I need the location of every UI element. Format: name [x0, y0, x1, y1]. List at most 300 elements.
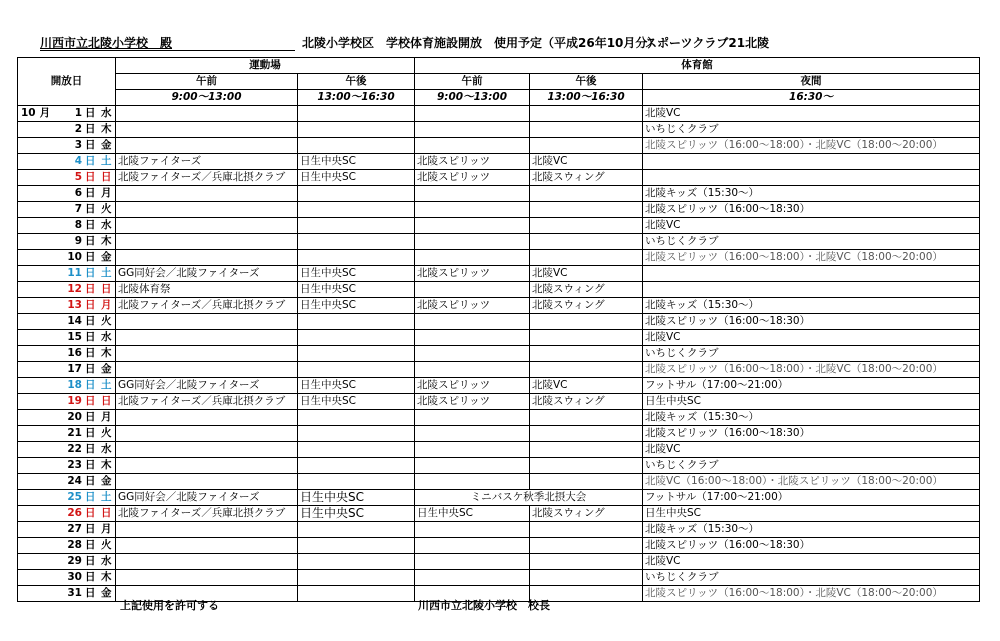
- day-unit: 日: [85, 299, 96, 311]
- table-row: [18, 362, 980, 378]
- day-cell: [53, 330, 98, 346]
- day-cell: [53, 170, 98, 186]
- day-number: 9: [74, 235, 82, 247]
- ground-am-cell: [116, 218, 298, 234]
- gym-night-cell: [643, 282, 980, 298]
- table-row: [18, 522, 980, 538]
- gym-night-cell: 北陵スピリッツ（16:00～18:00）・北陵VC（18:00～20:00）: [643, 362, 980, 378]
- ground-pm-cell: [298, 346, 415, 362]
- weekday-cell: 金: [98, 586, 116, 602]
- month-cell: [18, 106, 53, 122]
- gym-am-cell: [415, 218, 530, 234]
- weekday-cell: 土: [98, 490, 116, 506]
- table-row: [18, 282, 980, 298]
- table-row: [18, 314, 980, 330]
- ground-am-cell: [116, 138, 298, 154]
- day-number: 29: [67, 555, 82, 567]
- gym-am-cell: 北陵スピリッツ: [415, 170, 530, 186]
- table-row: [18, 394, 980, 410]
- day-unit: 日: [85, 379, 96, 391]
- day-unit: 日: [85, 491, 96, 503]
- day-cell: [53, 346, 98, 362]
- table-row: [18, 202, 980, 218]
- weekday-cell: 火: [98, 314, 116, 330]
- day-unit: 日: [85, 187, 96, 199]
- gym-pm-cell: [530, 362, 643, 378]
- table-row: [18, 266, 980, 282]
- header-gym-am-time: 9:00～13:00: [415, 90, 530, 106]
- gym-am-cell: [415, 410, 530, 426]
- gym-night-cell: 北陵VC: [643, 330, 980, 346]
- ground-am-cell: [116, 202, 298, 218]
- gym-am-cell: [415, 426, 530, 442]
- month-cell: [18, 490, 53, 506]
- ground-am-cell: [116, 442, 298, 458]
- day-number: 8: [74, 219, 82, 231]
- day-cell: [53, 362, 98, 378]
- ground-pm-cell: [298, 362, 415, 378]
- club-name: スポーツクラブ21北陵: [645, 36, 770, 50]
- ground-pm-cell: 日生中央SC: [298, 378, 415, 394]
- day-unit: 日: [85, 571, 96, 583]
- day-number: 14: [67, 315, 82, 327]
- ground-pm-cell: 日生中央SC: [298, 154, 415, 170]
- gym-night-cell: いちじくクラブ: [643, 570, 980, 586]
- gym-am-cell: 北陵スピリッツ: [415, 154, 530, 170]
- day-unit: 日: [85, 347, 96, 359]
- gym-pm-cell: [530, 346, 643, 362]
- month-cell: [18, 330, 53, 346]
- day-number: 25: [67, 491, 82, 503]
- gym-pm-cell: [530, 234, 643, 250]
- ground-am-cell: GG同好会／北陵ファイターズ: [116, 378, 298, 394]
- ground-pm-cell: [298, 570, 415, 586]
- table-row: [18, 490, 980, 506]
- month-cell: [18, 314, 53, 330]
- gym-night-cell: 北陵VC: [643, 218, 980, 234]
- gym-am-cell: [415, 346, 530, 362]
- day-number: 16: [67, 347, 82, 359]
- weekday-cell: 水: [98, 442, 116, 458]
- day-cell: [53, 554, 98, 570]
- gym-am-cell: 北陵スピリッツ: [415, 266, 530, 282]
- ground-am-cell: [116, 186, 298, 202]
- month-cell: [18, 506, 53, 522]
- day-cell: [53, 522, 98, 538]
- gym-night-cell: いちじくクラブ: [643, 458, 980, 474]
- gym-merged-cell: ミニバスケ秋季北摂大会: [415, 490, 643, 506]
- month-cell: [18, 442, 53, 458]
- ground-pm-cell: [298, 410, 415, 426]
- month-cell: [18, 170, 53, 186]
- day-cell: [53, 202, 98, 218]
- gym-night-cell: 北陵キッズ（15:30～）: [643, 522, 980, 538]
- ground-am-cell: [116, 426, 298, 442]
- ground-am-cell: GG同好会／北陵ファイターズ: [116, 490, 298, 506]
- day-unit: 日: [85, 267, 96, 279]
- gym-am-cell: [415, 282, 530, 298]
- day-cell: [53, 570, 98, 586]
- ground-pm-cell: [298, 218, 415, 234]
- day-number: 13: [67, 299, 82, 311]
- day-unit: 日: [85, 395, 96, 407]
- day-cell: [53, 506, 98, 522]
- day-unit: 日: [85, 523, 96, 535]
- gym-night-cell: [643, 266, 980, 282]
- gym-pm-cell: 北陵スウィング: [530, 170, 643, 186]
- day-cell: [53, 586, 98, 602]
- weekday-cell: 水: [98, 554, 116, 570]
- day-cell: [53, 138, 98, 154]
- gym-pm-cell: [530, 106, 643, 122]
- ground-am-cell: [116, 570, 298, 586]
- table-row: [18, 378, 980, 394]
- weekday-cell: 木: [98, 346, 116, 362]
- day-cell: [53, 106, 98, 122]
- day-cell: [53, 282, 98, 298]
- gym-night-cell: いちじくクラブ: [643, 122, 980, 138]
- ground-pm-cell: 日生中央SC: [298, 298, 415, 314]
- gym-pm-cell: [530, 330, 643, 346]
- day-cell: [53, 122, 98, 138]
- month-cell: [18, 218, 53, 234]
- day-unit: 日: [85, 283, 96, 295]
- header-gym-night-time: 16:30～: [643, 90, 980, 106]
- day-number: 1: [74, 107, 82, 119]
- weekday-cell: 月: [98, 410, 116, 426]
- day-number: 4: [74, 155, 82, 167]
- day-unit: 日: [85, 539, 96, 551]
- day-unit: 日: [85, 123, 96, 135]
- weekday-cell: 金: [98, 474, 116, 490]
- table-row: [18, 410, 980, 426]
- day-cell: [53, 474, 98, 490]
- month-cell: [18, 138, 53, 154]
- day-cell: [53, 298, 98, 314]
- day-number: 31: [67, 587, 82, 599]
- day-unit: 日: [85, 235, 96, 247]
- schedule-rows: [18, 106, 980, 602]
- ground-am-cell: [116, 362, 298, 378]
- gym-pm-cell: [530, 570, 643, 586]
- ground-pm-cell: 日生中央SC: [298, 282, 415, 298]
- weekday-cell: 月: [98, 186, 116, 202]
- ground-pm-cell: 日生中央SC: [298, 490, 415, 506]
- gym-night-cell: 北陵スピリッツ（16:00～18:00）・北陵VC（18:00～20:00）: [643, 586, 980, 602]
- gym-am-cell: [415, 202, 530, 218]
- month-cell: [18, 378, 53, 394]
- month-cell: [18, 522, 53, 538]
- gym-night-cell: 北陵スピリッツ（16:00～18:30）: [643, 538, 980, 554]
- gym-night-cell: 北陵VC: [643, 442, 980, 458]
- weekday-cell: 木: [98, 122, 116, 138]
- weekday-cell: 水: [98, 330, 116, 346]
- ground-pm-cell: [298, 106, 415, 122]
- gym-am-cell: [415, 362, 530, 378]
- gym-pm-cell: [530, 218, 643, 234]
- day-unit: 日: [85, 251, 96, 263]
- table-row: [18, 154, 980, 170]
- day-number: 21: [67, 427, 82, 439]
- gym-night-cell: 北陵スピリッツ（16:00～18:00）・北陵VC（18:00～20:00）: [643, 250, 980, 266]
- ground-am-cell: [116, 314, 298, 330]
- table-row: [18, 106, 980, 122]
- ground-pm-cell: [298, 442, 415, 458]
- day-cell: [53, 266, 98, 282]
- day-number: 11: [67, 267, 82, 279]
- day-number: 10: [67, 251, 82, 263]
- day-number: 22: [67, 443, 82, 455]
- gym-am-cell: [415, 106, 530, 122]
- month-cell: [18, 186, 53, 202]
- document-title: 北陵小学校区 学校体育施設開放 使用予定（平成26年10月分）: [302, 36, 660, 50]
- day-number: 3: [74, 139, 82, 151]
- header-gym-night: 夜間: [643, 74, 980, 90]
- gym-night-cell: 北陵VC: [643, 554, 980, 570]
- addressee-underline: [40, 50, 295, 51]
- gym-am-cell: [415, 250, 530, 266]
- ground-pm-cell: [298, 586, 415, 602]
- ground-pm-cell: [298, 554, 415, 570]
- ground-am-cell: GG同好会／北陵ファイターズ: [116, 266, 298, 282]
- month-cell: [18, 410, 53, 426]
- gym-pm-cell: [530, 250, 643, 266]
- gym-am-cell: [415, 554, 530, 570]
- principal-text: 川西市立北陵小学校 校長: [418, 599, 550, 612]
- header-open-day: 開放日: [18, 58, 116, 106]
- gym-pm-cell: 北陵スウィング: [530, 506, 643, 522]
- day-number: 2: [74, 123, 82, 135]
- ground-am-cell: 北陵体育祭: [116, 282, 298, 298]
- ground-am-cell: 北陵ファイターズ: [116, 154, 298, 170]
- gym-am-cell: 北陵スピリッツ: [415, 378, 530, 394]
- day-unit: 日: [85, 203, 96, 215]
- day-unit: 日: [85, 507, 96, 519]
- day-number: 24: [67, 475, 82, 487]
- gym-night-cell: 北陵キッズ（15:30～）: [643, 410, 980, 426]
- gym-pm-cell: 北陵スウィング: [530, 298, 643, 314]
- ground-pm-cell: 日生中央SC: [298, 506, 415, 522]
- weekday-cell: 火: [98, 538, 116, 554]
- gym-night-cell: フットサル（17:00～21:00）: [643, 378, 980, 394]
- month-cell: [18, 250, 53, 266]
- day-cell: [53, 186, 98, 202]
- table-row: [18, 122, 980, 138]
- weekday-cell: 月: [98, 522, 116, 538]
- ground-pm-cell: [298, 314, 415, 330]
- gym-night-cell: いちじくクラブ: [643, 234, 980, 250]
- day-cell: [53, 458, 98, 474]
- header-ground-pm: 午後: [298, 74, 415, 90]
- gym-pm-cell: [530, 442, 643, 458]
- weekday-cell: 日: [98, 394, 116, 410]
- gym-night-cell: [643, 170, 980, 186]
- gym-night-cell: 北陵スピリッツ（16:00～18:00）・北陵VC（18:00～20:00）: [643, 138, 980, 154]
- gym-pm-cell: 北陵VC: [530, 266, 643, 282]
- month-cell: [18, 538, 53, 554]
- weekday-cell: 土: [98, 154, 116, 170]
- gym-pm-cell: [530, 202, 643, 218]
- table-row: [18, 250, 980, 266]
- gym-night-cell: 北陵キッズ（15:30～）: [643, 298, 980, 314]
- ground-am-cell: [116, 250, 298, 266]
- day-cell: [53, 154, 98, 170]
- gym-am-cell: 北陵スピリッツ: [415, 298, 530, 314]
- day-cell: [53, 442, 98, 458]
- ground-am-cell: 北陵ファイターズ／兵庫北摂クラブ: [116, 394, 298, 410]
- gym-pm-cell: [530, 410, 643, 426]
- header-gym-pm: 午後: [530, 74, 643, 90]
- gym-night-cell: 日生中央SC: [643, 394, 980, 410]
- header-gym-am: 午前: [415, 74, 530, 90]
- ground-pm-cell: [298, 522, 415, 538]
- ground-am-cell: [116, 234, 298, 250]
- ground-pm-cell: [298, 458, 415, 474]
- table-row: [18, 330, 980, 346]
- gym-am-cell: [415, 474, 530, 490]
- gym-am-cell: [415, 234, 530, 250]
- ground-am-cell: [116, 330, 298, 346]
- day-cell: [53, 426, 98, 442]
- table-row: [18, 506, 980, 522]
- weekday-cell: 月: [98, 298, 116, 314]
- weekday-cell: 木: [98, 234, 116, 250]
- month-number: 10: [21, 107, 36, 119]
- day-number: 18: [67, 379, 82, 391]
- month-cell: [18, 122, 53, 138]
- month-cell: [18, 458, 53, 474]
- day-number: 17: [67, 363, 82, 375]
- day-unit: 日: [85, 411, 96, 423]
- month-cell: [18, 346, 53, 362]
- weekday-cell: 日: [98, 282, 116, 298]
- table-row: [18, 170, 980, 186]
- ground-pm-cell: 日生中央SC: [298, 394, 415, 410]
- day-cell: [53, 250, 98, 266]
- gym-night-cell: フットサル（17:00～21:00）: [643, 490, 980, 506]
- month-cell: [18, 282, 53, 298]
- day-unit: 日: [85, 363, 96, 375]
- ground-pm-cell: [298, 138, 415, 154]
- ground-am-cell: [116, 458, 298, 474]
- day-number: 28: [67, 539, 82, 551]
- day-cell: [53, 538, 98, 554]
- ground-am-cell: [116, 554, 298, 570]
- ground-pm-cell: [298, 186, 415, 202]
- gym-pm-cell: [530, 474, 643, 490]
- day-number: 27: [67, 523, 82, 535]
- weekday-cell: 日: [98, 506, 116, 522]
- day-unit: 日: [85, 555, 96, 567]
- ground-am-cell: [116, 410, 298, 426]
- table-row: [18, 570, 980, 586]
- day-number: 12: [67, 283, 82, 295]
- ground-am-cell: 北陵ファイターズ／兵庫北摂クラブ: [116, 506, 298, 522]
- month-cell: [18, 234, 53, 250]
- gym-night-cell: 北陵スピリッツ（16:00～18:30）: [643, 314, 980, 330]
- day-unit: 日: [85, 107, 96, 119]
- day-unit: 日: [85, 171, 96, 183]
- gym-pm-cell: [530, 426, 643, 442]
- day-cell: [53, 218, 98, 234]
- day-number: 6: [74, 187, 82, 199]
- header-ground-am: 午前: [116, 74, 298, 90]
- weekday-cell: 木: [98, 458, 116, 474]
- day-unit: 日: [85, 459, 96, 471]
- header-gym-pm-time: 13:00～16:30: [530, 90, 643, 106]
- day-cell: [53, 314, 98, 330]
- day-number: 15: [67, 331, 82, 343]
- gym-am-cell: [415, 522, 530, 538]
- gym-am-cell: [415, 186, 530, 202]
- gym-am-cell: 日生中央SC: [415, 506, 530, 522]
- ground-am-cell: [116, 522, 298, 538]
- weekday-cell: 水: [98, 106, 116, 122]
- day-unit: 日: [85, 587, 96, 599]
- ground-pm-cell: [298, 122, 415, 138]
- day-cell: [53, 378, 98, 394]
- school-addressee: 川西市立北陵小学校 殿: [40, 36, 173, 50]
- ground-am-cell: [116, 538, 298, 554]
- gym-night-cell: いちじくクラブ: [643, 346, 980, 362]
- ground-pm-cell: 日生中央SC: [298, 266, 415, 282]
- gym-night-cell: 北陵VC（16:00～18:00）・北陵スピリッツ（18:00～20:00）: [643, 474, 980, 490]
- table-row: [18, 538, 980, 554]
- month-cell: [18, 474, 53, 490]
- weekday-cell: 土: [98, 378, 116, 394]
- gym-pm-cell: [530, 138, 643, 154]
- month-cell: [18, 154, 53, 170]
- gym-pm-cell: [530, 538, 643, 554]
- ground-am-cell: [116, 346, 298, 362]
- gym-night-cell: 北陵スピリッツ（16:00～18:30）: [643, 202, 980, 218]
- gym-am-cell: [415, 458, 530, 474]
- gym-night-cell: 北陵スピリッツ（16:00～18:30）: [643, 426, 980, 442]
- header-ground-pm-time: 13:00～16:30: [298, 90, 415, 106]
- ground-pm-cell: [298, 234, 415, 250]
- gym-pm-cell: [530, 458, 643, 474]
- ground-pm-cell: [298, 426, 415, 442]
- gym-am-cell: [415, 314, 530, 330]
- day-number: 23: [67, 459, 82, 471]
- month-cell: [18, 266, 53, 282]
- month-cell: [18, 570, 53, 586]
- ground-pm-cell: 日生中央SC: [298, 170, 415, 186]
- weekday-cell: 金: [98, 362, 116, 378]
- day-unit: 日: [85, 315, 96, 327]
- header-gym: 体育館: [415, 58, 980, 74]
- weekday-cell: 火: [98, 202, 116, 218]
- weekday-cell: 土: [98, 266, 116, 282]
- month-cell: [18, 362, 53, 378]
- ground-pm-cell: [298, 474, 415, 490]
- weekday-cell: 水: [98, 218, 116, 234]
- month-cell: [18, 298, 53, 314]
- day-number: 20: [67, 411, 82, 423]
- ground-pm-cell: [298, 250, 415, 266]
- gym-am-cell: [415, 330, 530, 346]
- weekday-cell: 金: [98, 138, 116, 154]
- gym-pm-cell: [530, 186, 643, 202]
- ground-am-cell: 北陵ファイターズ／兵庫北摂クラブ: [116, 298, 298, 314]
- schedule-table: [17, 57, 980, 602]
- gym-am-cell: [415, 122, 530, 138]
- day-cell: [53, 490, 98, 506]
- gym-am-cell: [415, 538, 530, 554]
- gym-night-cell: 北陵キッズ（15:30～）: [643, 186, 980, 202]
- ground-am-cell: [116, 474, 298, 490]
- gym-pm-cell: [530, 314, 643, 330]
